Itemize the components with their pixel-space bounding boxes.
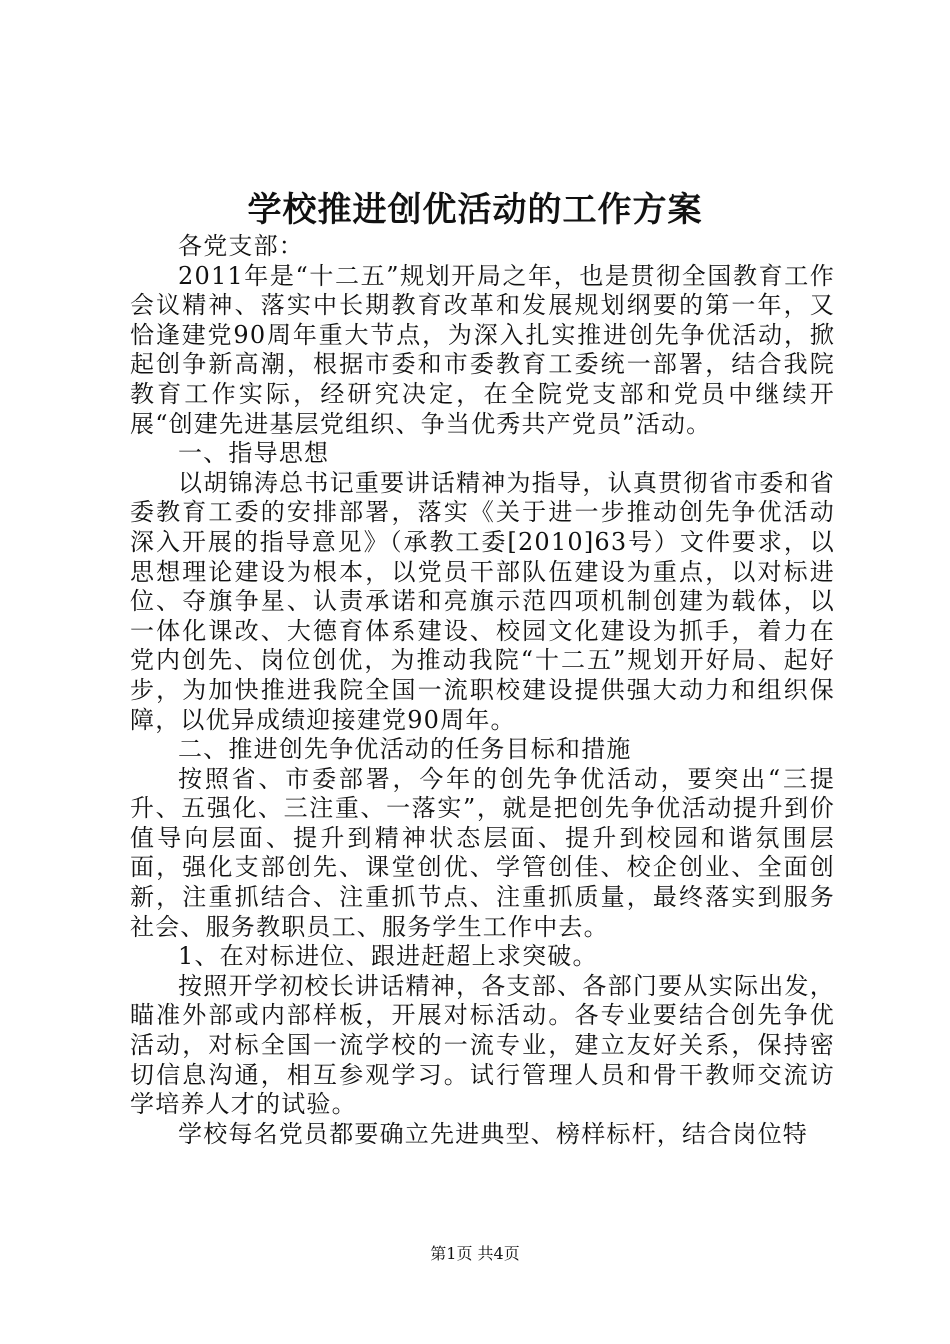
section-heading-tasks: 二、推进创先争优活动的任务目标和措施: [178, 735, 632, 764]
tasks-paragraph: 按照省、市委部署，今年的创先争优活动，要突出“三提升、五强化、三注重、一落实”，就是把创先争优活动提升到价值导向层面、提升到精神状态层面、提升到校园和谐氛围层面，强化支部创先、课堂创优、学管创佳、校企创业、全面创新，注重抓结合、注重抓节点、注重抓质量，最终落实到服务社会、服务教职员工、服务学生工作中去。: [130, 764, 835, 941]
subheading-benchmarking: 1、在对标进位、跟进赶超上求突破。: [178, 942, 598, 971]
section-heading-guiding-ideology: 一、指导思想: [178, 439, 330, 468]
party-member-paragraph: 学校每名党员都要确立先进典型、榜样标杆，结合岗位特: [178, 1119, 808, 1148]
guiding-ideology-paragraph: 以胡锦涛总书记重要讲话精神为指导，认真贯彻省市委和省委教育工委的安排部署，落实《关于进一步推动创先争优活动深入开展的指导意见》（承教工委[2010]63号）文件要求，以思想理论建设为根本，以党员干部队伍建设为重点，以对标进位、夺旗争星、认责承诺和亮旗示范四项机制创建为载体，以一体化课改、大德育体系建设、校园文化建设为抓手，着力在党内创先、岗位创优，为推动我院“十二五”规划开好局、起好步，为加快推进我院全国一流职校建设提供强大动力和组织保障，以优异成绩迎接建党90周年。: [130, 468, 835, 734]
page-number-footer: 第1页 共4页: [430, 1244, 520, 1263]
salutation: 各党支部：: [178, 232, 304, 260]
document-title: 学校推进创优活动的工作方案: [247, 190, 703, 230]
document-body: [130, 232, 835, 1149]
benchmarking-paragraph: 按照开学初校长讲话精神，各支部、各部门要从实际出发，瞄准外部或内部样板，开展对标活动。各专业要结合创先争优活动，对标全国一流学校的一流专业，建立友好关系，保持密切信息沟通，相互参观学习。试行管理人员和骨干教师交流访学培养人才的试验。: [130, 971, 835, 1119]
intro-paragraph: 2011年是“十二五”规划开局之年，也是贯彻全国教育工作会议精神、落实中长期教育改革和发展规划纲要的第一年，又恰逢建党90周年重大节点，为深入扎实推进创先争优活动，掀起创争新高潮，根据市委和市委教育工委统一部署，结合我院教育工作实际，经研究决定，在全院党支部和党员中继续开展“创建先进基层党组织、争当优秀共产党员”活动。: [130, 261, 835, 438]
